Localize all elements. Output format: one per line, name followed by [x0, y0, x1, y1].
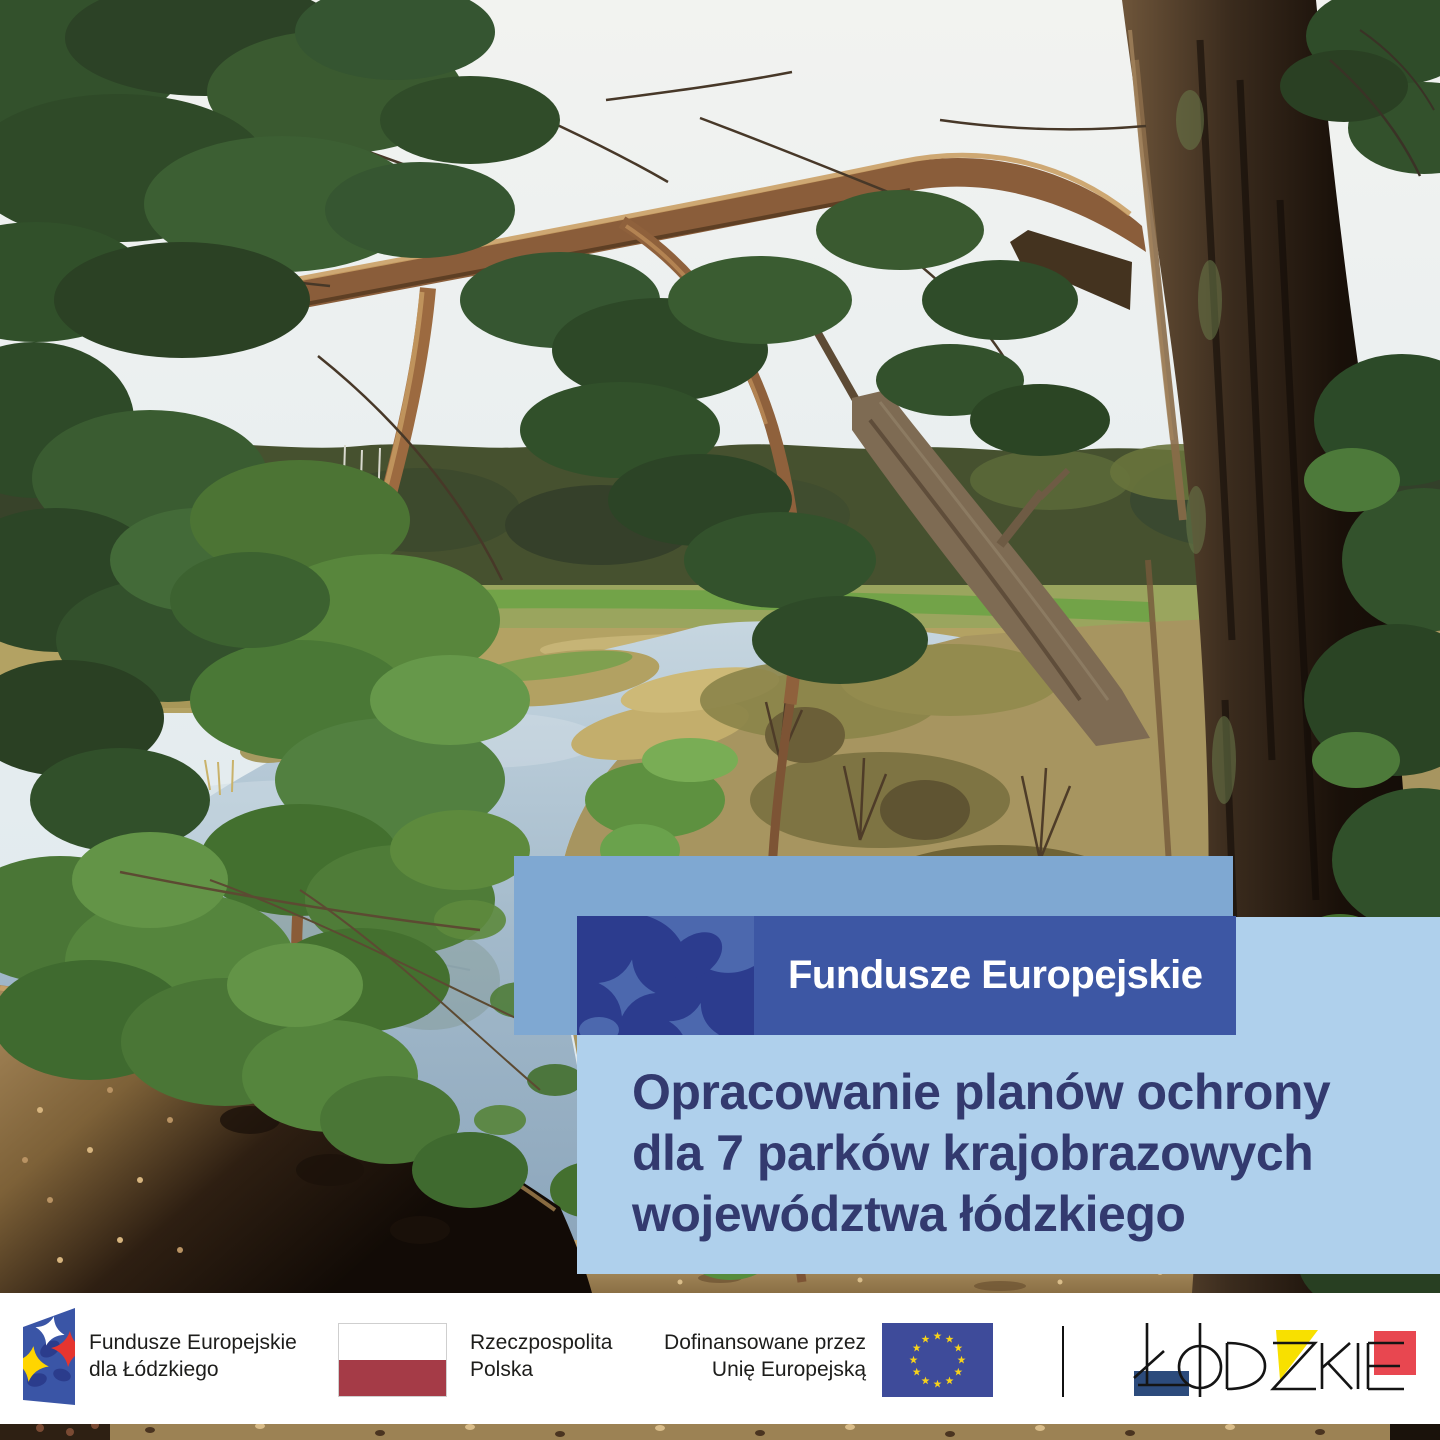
poland-text [470, 1329, 612, 1383]
lodzkie-wordmark-icon [1128, 1318, 1420, 1402]
footer-divider [1062, 1326, 1064, 1397]
cofunded-line2: Unię Europejską [711, 1358, 866, 1381]
eu-funds-footer-line1: Fundusze Europejskie [89, 1331, 297, 1354]
eu-flag-icon [882, 1323, 993, 1397]
cofunded-text [630, 1329, 866, 1383]
poster-title-line3: województwa łódzkiego [632, 1186, 1186, 1242]
poland-flag-icon [338, 1323, 447, 1397]
poster-title [632, 1062, 1422, 1245]
eu-funds-footer-text [89, 1329, 297, 1383]
cofunded-line1: Dofinansowane przez [664, 1331, 866, 1354]
lodzkie-logo [1128, 1318, 1420, 1407]
poster-title-line1: Opracowanie planów ochrony [632, 1064, 1331, 1120]
eu-funds-banner [577, 916, 1236, 1035]
poland-line1: Rzeczpospolita [470, 1331, 613, 1354]
eu-funds-banner-label: Fundusze Europejskie [788, 953, 1203, 997]
footer-logo-bar [0, 1293, 1440, 1424]
eu-funds-flag-icon [23, 1308, 75, 1405]
poland-line2: Polska [470, 1358, 534, 1381]
eu-funds-footer-line2: dla Łódzkiego [89, 1358, 219, 1381]
eu-funds-stars-icon [577, 916, 754, 1035]
poster-title-line2: dla 7 parków krajobrazowych [632, 1125, 1314, 1181]
